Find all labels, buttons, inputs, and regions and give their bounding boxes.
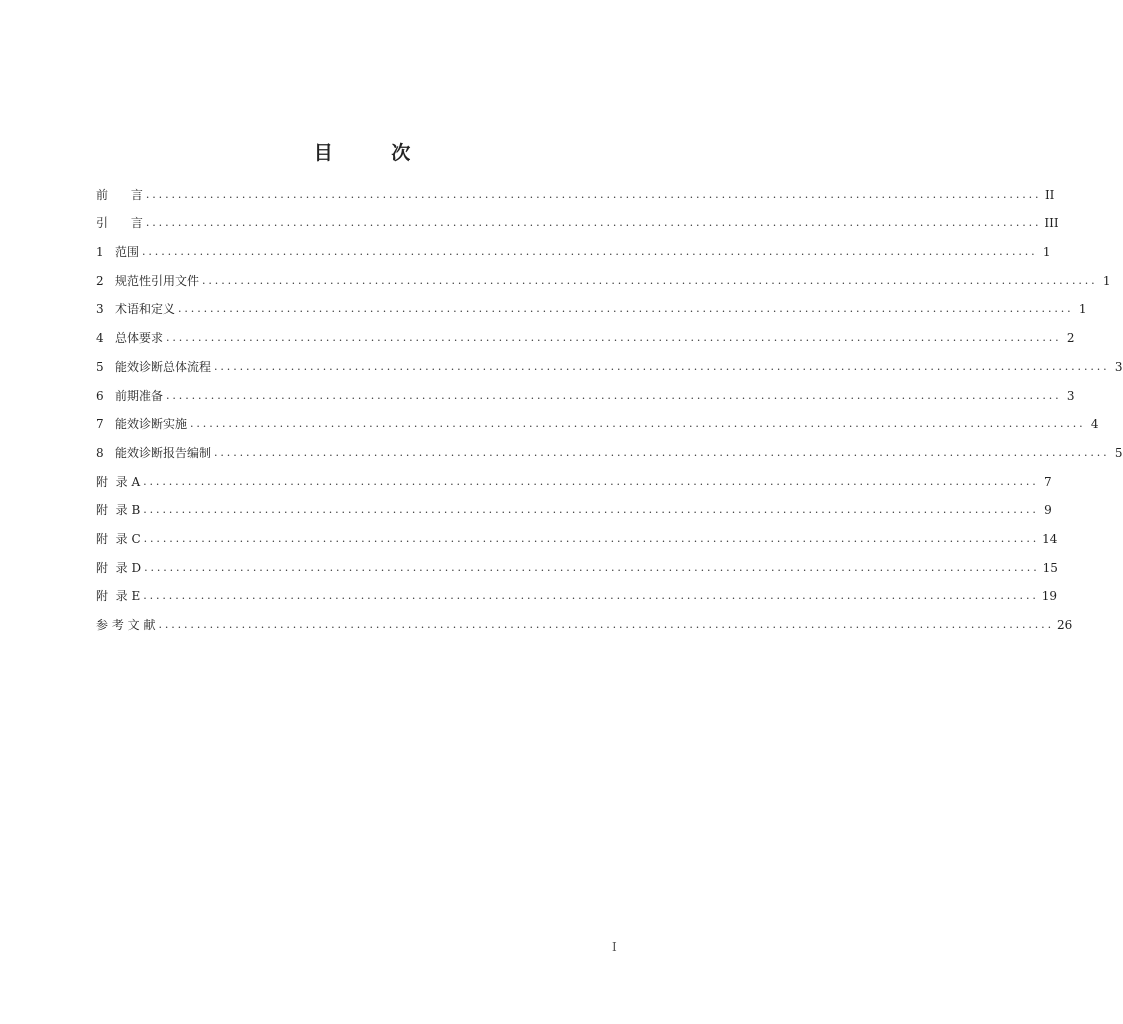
toc-entry-appendix-d[interactable] <box>96 548 1058 577</box>
toc-entry-page: 5 <box>1114 445 1123 460</box>
toc-entry-page: 7 <box>1044 474 1052 489</box>
toc-dot-leader: ............................................................................................................................................ <box>166 388 1062 402</box>
toc-dot-leader: ............................................................................................................................................ <box>143 589 1039 603</box>
toc-entry-page: 19 <box>1041 589 1058 604</box>
toc-entry-page: 1 <box>1042 245 1051 260</box>
toc-entry-label: 范围 <box>115 245 140 260</box>
toc-dot-leader: ............................................................................................................................................ <box>214 445 1110 459</box>
toc-entry-8[interactable] <box>96 433 1123 462</box>
toc-entry-6[interactable] <box>96 376 1075 405</box>
toc-entry-page: 1 <box>1078 302 1087 317</box>
toc-entry-label: 能效诊断报告编制 <box>115 445 212 460</box>
toc-entry-number: 5 <box>96 359 104 374</box>
toc-entry-label: 规范性引用文件 <box>115 273 200 288</box>
toc-entry-appendix-c[interactable] <box>96 519 1058 548</box>
toc-entry-page: 1 <box>1102 273 1111 288</box>
toc-entry-page: 9 <box>1044 503 1052 518</box>
toc-entry-number: 6 <box>96 388 104 403</box>
toc-dot-leader: ............................................................................................................................................ <box>214 359 1110 373</box>
toc-entry-page: 2 <box>1066 331 1075 346</box>
toc-entry-appendix-e[interactable] <box>96 577 1058 606</box>
toc-entry-number: 4 <box>96 331 104 346</box>
toc-entry-label: 附 录 B <box>96 503 141 518</box>
toc-entry-number: 2 <box>96 273 104 288</box>
toc-entry-label: 前 言 <box>96 187 143 202</box>
toc-entry-number: 3 <box>96 302 104 317</box>
table-of-contents <box>96 175 1123 634</box>
toc-entry-appendix-a[interactable] <box>96 462 1052 491</box>
toc-entry-page: 4 <box>1090 417 1099 432</box>
toc-entry-introduction[interactable] <box>96 204 1059 233</box>
toc-entry-label: 总体要求 <box>115 331 164 346</box>
toc-dot-leader: ............................................................................................................................................ <box>190 417 1086 431</box>
toc-dot-leader: ............................................................................................................................................ <box>202 273 1098 287</box>
toc-entry-5[interactable] <box>96 347 1123 376</box>
toc-entry-page: 15 <box>1042 560 1058 575</box>
toc-entry-4[interactable] <box>96 318 1075 347</box>
toc-entry-2[interactable] <box>96 261 1111 290</box>
page-number-footer: I <box>612 940 617 954</box>
toc-dot-leader: ............................................................................................................................................ <box>143 531 1040 545</box>
toc-entry-number: 7 <box>96 417 104 432</box>
toc-entry-page: 26 <box>1056 618 1073 632</box>
toc-entry-page: III <box>1044 216 1059 231</box>
toc-dot-leader: ............................................................................................................................................ <box>145 187 1042 201</box>
toc-dot-leader: ............................................................................................................................................ <box>143 474 1039 488</box>
toc-entry-label: 附 录 E <box>96 589 141 604</box>
toc-entry-label: 能效诊断总体流程 <box>115 359 212 374</box>
toc-entry-7[interactable] <box>96 405 1099 434</box>
toc-entry-bibliography[interactable] <box>96 605 1073 634</box>
toc-entry-page: 3 <box>1114 359 1123 374</box>
toc-dot-leader: ............................................................................................................................................ <box>158 618 1054 631</box>
toc-entry-label: 术语和定义 <box>115 302 176 317</box>
toc-entry-3[interactable] <box>96 290 1087 319</box>
toc-dot-leader: ............................................................................................................................................ <box>166 331 1062 345</box>
toc-dot-leader: ............................................................................................................................................ <box>143 503 1039 517</box>
toc-entry-label: 附 录 D <box>96 560 142 575</box>
toc-dot-leader: ............................................................................................................................................ <box>145 216 1042 230</box>
toc-entry-page: 14 <box>1042 531 1058 546</box>
toc-entry-preface[interactable] <box>96 175 1055 204</box>
page-title: 目 次 <box>313 142 437 164</box>
toc-entry-label: 附 录 C <box>96 531 141 546</box>
toc-entry-label: 能效诊断实施 <box>115 417 188 432</box>
toc-entry-1[interactable] <box>96 232 1051 261</box>
toc-dot-leader: ............................................................................................................................................ <box>144 560 1040 574</box>
toc-entry-number: 1 <box>96 245 104 260</box>
toc-entry-label: 引 言 <box>96 216 143 231</box>
toc-entry-label: 附 录 A <box>96 474 141 489</box>
toc-dot-leader: ............................................................................................................................................ <box>142 245 1038 259</box>
toc-entry-appendix-b[interactable] <box>96 491 1052 520</box>
toc-entry-number: 8 <box>96 445 104 460</box>
toc-entry-page: II <box>1044 187 1055 202</box>
toc-dot-leader: ............................................................................................................................................ <box>178 302 1074 316</box>
toc-entry-page: 3 <box>1066 388 1075 403</box>
toc-entry-label: 前期准备 <box>115 388 164 403</box>
toc-entry-label: 参 考 文 献 <box>96 618 156 632</box>
